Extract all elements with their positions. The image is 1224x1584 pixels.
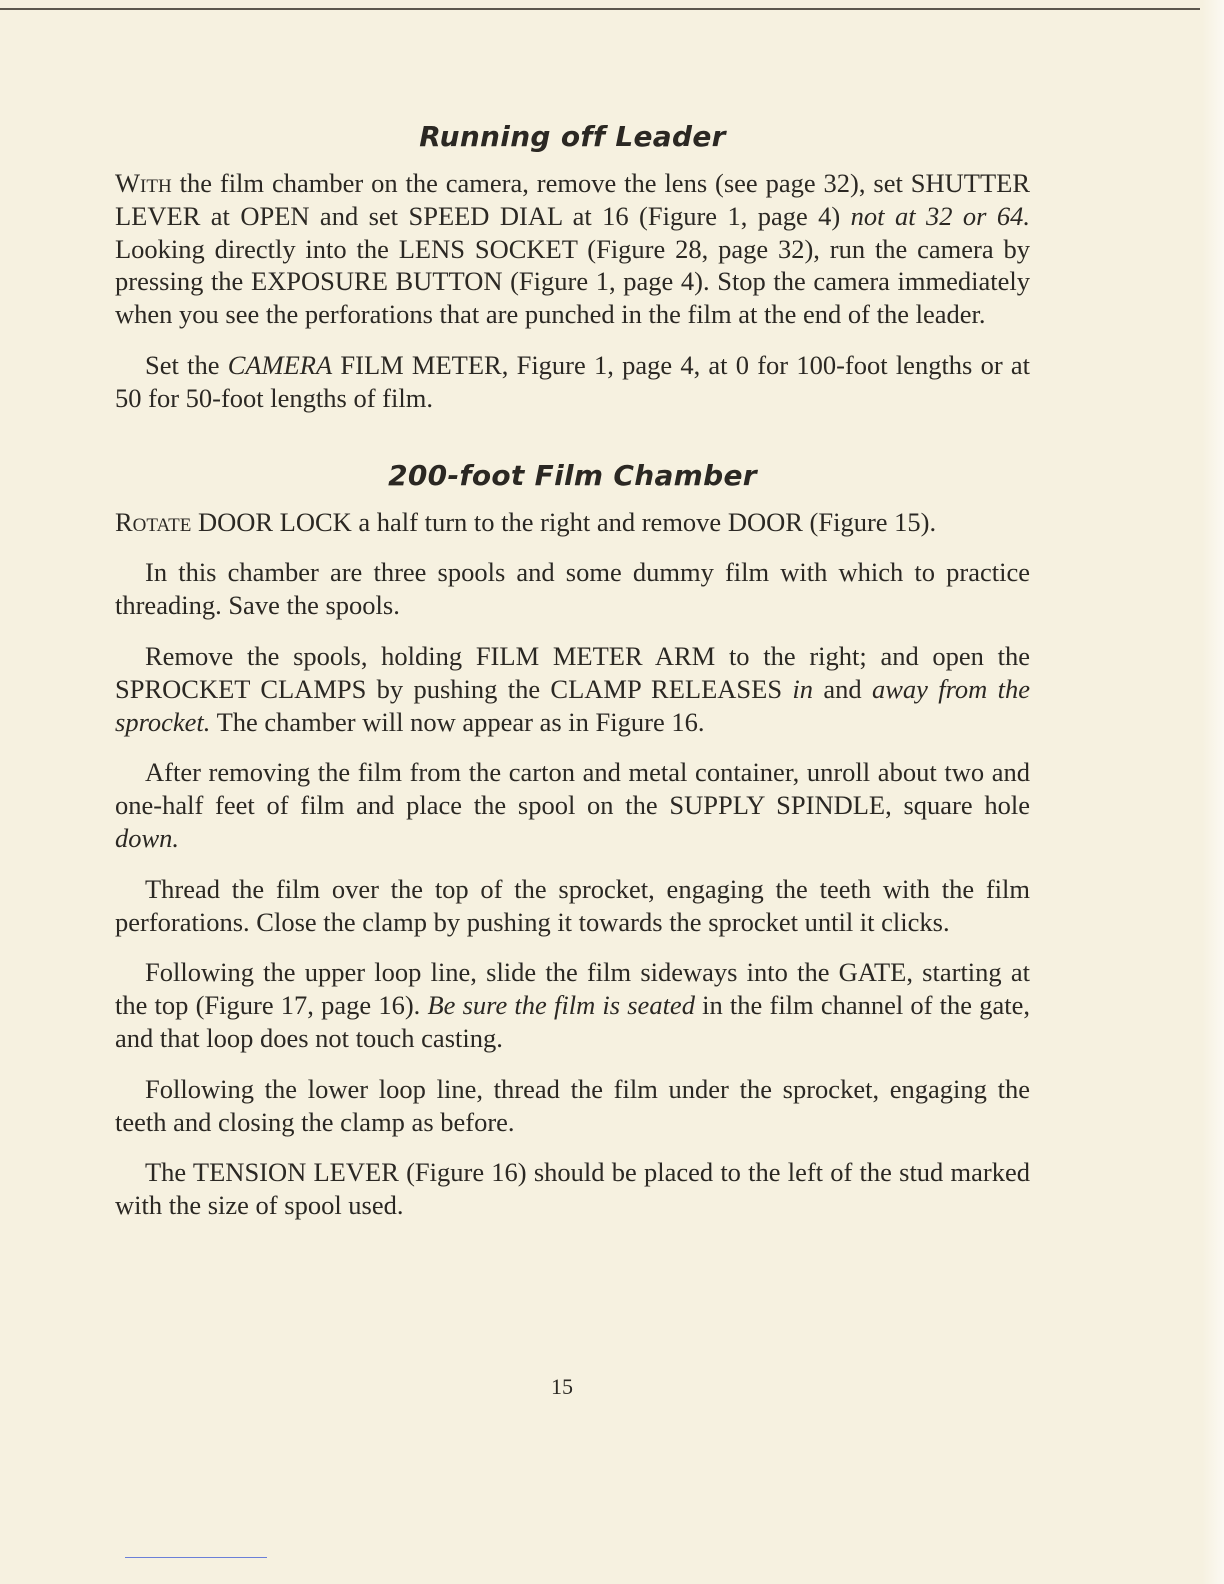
heading-running-off-leader: Running off Leader: [419, 120, 726, 153]
paragraph-text: The TENSION LEVER (Figure 16) should be placed to the left of the stud marked with the size of spool used.: [115, 1157, 1030, 1221]
top-rule: [0, 8, 1200, 10]
document-page: [115, 120, 1030, 1240]
italic-text: away from the sprocket.: [115, 673, 1030, 737]
paragraph: [115, 556, 1030, 622]
paragraph-text: Set the: [145, 349, 228, 380]
italic-text: Be sure the film is seated: [427, 990, 695, 1021]
italic-text: down.: [115, 822, 180, 853]
italic-text: in: [792, 673, 814, 704]
paragraph-text: and: [813, 673, 872, 704]
paragraph-text: Looking directly into the LENS SOCKET (Figure 28, page 32), run the camera by pressing the EXPOSURE BUTTON (Figure 1, page 4). Stop the camera immediately when you see the perforations that are punched in the film at the end of the leader.: [115, 233, 1030, 330]
paragraph: [115, 1073, 1030, 1139]
paragraph: [115, 349, 1030, 415]
paragraph-text: Remove the spools, holding FILM METER ARM to the right; and open the SPROCKET CLAMPS by pushing the CLAMP RELEASES: [115, 640, 1030, 704]
paragraph-text: Following the upper loop line, slide the film sideways into the GATE, starting at the top (Figure 17, page 16).: [115, 957, 1030, 1021]
lead-word: With: [115, 168, 172, 198]
paragraph-text: After removing the film from the carton and metal container, unroll about two and one-half feet of film and place the spool on the SUPPLY SPINDLE, square hole: [115, 757, 1030, 821]
paragraph-text: The chamber will now appear as in Figure 16.: [210, 706, 705, 737]
paragraph-text: In this chamber are three spools and some dummy film with which to practice threading. Save the spools.: [115, 557, 1030, 621]
paragraph: [115, 1156, 1030, 1222]
paragraph-text: Following the lower loop line, thread the film under the sprocket, engaging the teeth and closing the clamp as before.: [115, 1073, 1030, 1137]
paragraph-text: DOOR LOCK a half turn to the right and remove DOOR (Figure 15).: [191, 506, 937, 537]
paragraph: [115, 873, 1030, 939]
paragraph-text: the film chamber on the camera, remove the lens (see page 32), set SHUTTER LEVER at OPEN and set SPEED DIAL at 16 (Figure 1, page 4): [115, 168, 1030, 231]
page-edge: [1202, 0, 1224, 1584]
page-number: 15: [551, 1374, 573, 1399]
paragraph: [115, 167, 1030, 331]
paragraph: [115, 640, 1030, 738]
paragraph-text: Thread the film over the top of the sprocket, engaging the teeth with the film perforations. Close the clamp by pushing it towards the sprocket until it clicks.: [115, 873, 1030, 937]
lead-word: Rotate: [115, 506, 192, 537]
paragraph: [115, 506, 1030, 539]
italic-text: CAMERA: [227, 349, 333, 380]
paragraph: [115, 956, 1030, 1054]
italic-text: not at 32 or 64.: [850, 200, 1030, 231]
paragraph: [115, 756, 1030, 854]
paragraph-text: FILM METER, Figure 1, page 4, at 0 for 100-foot lengths or at 50 for 50-foot lengths of film.: [115, 349, 1031, 413]
heading-200-foot-film-chamber: 200-foot Film Chamber: [388, 458, 757, 492]
bottom-underline: [125, 1557, 267, 1558]
paragraph-text: in the film channel of the gate, and that loop does not touch casting.: [115, 990, 1030, 1053]
